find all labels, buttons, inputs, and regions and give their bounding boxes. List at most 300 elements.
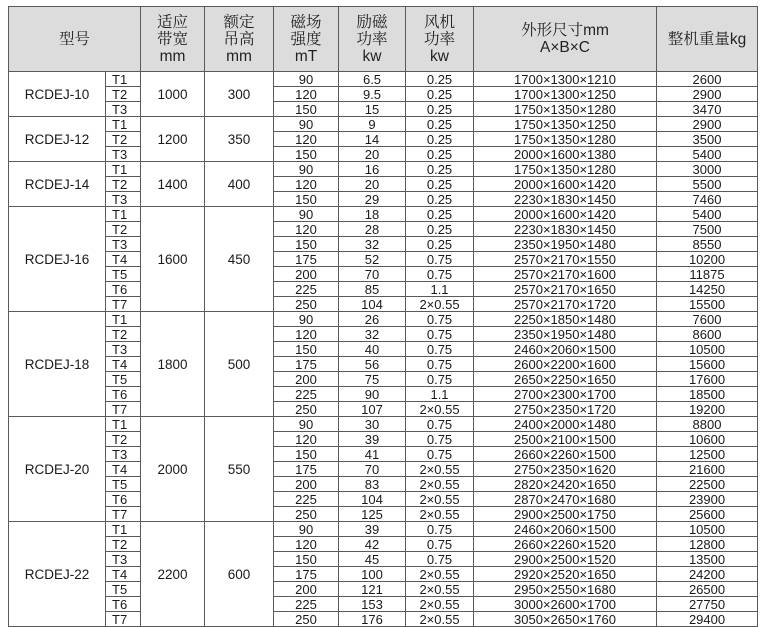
dimensions-cell: 2660×2260×1500 bbox=[474, 447, 657, 462]
model-cell: RCDEJ-20 bbox=[9, 417, 106, 522]
lift-height-cell: 350 bbox=[205, 117, 274, 162]
table-row bbox=[9, 117, 758, 132]
tier-cell: T3 bbox=[106, 102, 141, 117]
table-row bbox=[9, 462, 758, 477]
weight-cell: 14250 bbox=[657, 282, 758, 297]
weight-cell: 7600 bbox=[657, 312, 758, 327]
excitation-power-cell: 85 bbox=[339, 282, 406, 297]
tier-cell: T3 bbox=[106, 147, 141, 162]
fan-power-cell: 0.25 bbox=[406, 87, 474, 102]
header-lift-height-line2: 吊高 bbox=[223, 30, 255, 48]
lift-height-cell: 500 bbox=[205, 312, 274, 417]
field-strength-cell: 120 bbox=[274, 432, 339, 447]
tier-cell: T1 bbox=[106, 417, 141, 432]
belt-width-cell: 1400 bbox=[141, 162, 205, 207]
weight-cell: 15500 bbox=[657, 297, 758, 312]
dimensions-cell: 2350×1950×1480 bbox=[474, 327, 657, 342]
dimensions-cell: 1750×1350×1280 bbox=[474, 162, 657, 177]
field-strength-cell: 225 bbox=[274, 387, 339, 402]
header-belt-width-line2: 带宽 bbox=[157, 30, 189, 48]
fan-power-cell: 2×0.55 bbox=[406, 597, 474, 612]
dimensions-cell: 2650×2250×1650 bbox=[474, 372, 657, 387]
dimensions-cell: 1750×1350×1250 bbox=[474, 117, 657, 132]
dimensions-cell: 2250×1850×1480 bbox=[474, 312, 657, 327]
header-field-strength-unit: mT bbox=[294, 47, 318, 65]
belt-width-cell: 2000 bbox=[141, 417, 205, 522]
dimensions-cell: 2920×2520×1650 bbox=[474, 567, 657, 582]
table-row bbox=[9, 507, 758, 522]
excitation-power-cell: 52 bbox=[339, 252, 406, 267]
header-belt-width bbox=[141, 7, 205, 72]
model-cell: RCDEJ-12 bbox=[9, 117, 106, 162]
table-row bbox=[9, 522, 758, 537]
excitation-power-cell: 9 bbox=[339, 117, 406, 132]
belt-width-cell: 1800 bbox=[141, 312, 205, 417]
fan-power-cell: 0.75 bbox=[406, 312, 474, 327]
table-row bbox=[9, 387, 758, 402]
fan-power-cell: 2×0.55 bbox=[406, 297, 474, 312]
field-strength-cell: 90 bbox=[274, 522, 339, 537]
header-excitation-power-unit: kw bbox=[362, 47, 382, 65]
header-dimensions-line1: 外形尺寸mm bbox=[521, 22, 609, 39]
table-row bbox=[9, 567, 758, 582]
model-cell: RCDEJ-18 bbox=[9, 312, 106, 417]
field-strength-cell: 200 bbox=[274, 372, 339, 387]
header-dimensions bbox=[474, 7, 657, 72]
dimensions-cell: 1700×1300×1210 bbox=[474, 72, 657, 87]
field-strength-cell: 250 bbox=[274, 402, 339, 417]
fan-power-cell: 0.75 bbox=[406, 327, 474, 342]
excitation-power-cell: 32 bbox=[339, 237, 406, 252]
model-cell: RCDEJ-10 bbox=[9, 72, 106, 117]
fan-power-cell: 2×0.55 bbox=[406, 612, 474, 627]
excitation-power-cell: 70 bbox=[339, 267, 406, 282]
field-strength-cell: 90 bbox=[274, 417, 339, 432]
weight-cell: 11875 bbox=[657, 267, 758, 282]
table-row bbox=[9, 357, 758, 372]
excitation-power-cell: 125 bbox=[339, 507, 406, 522]
fan-power-cell: 0.25 bbox=[406, 177, 474, 192]
table-row bbox=[9, 237, 758, 252]
fan-power-cell: 0.75 bbox=[406, 372, 474, 387]
fan-power-cell: 2×0.55 bbox=[406, 507, 474, 522]
belt-width-cell: 1200 bbox=[141, 117, 205, 162]
fan-power-cell: 2×0.55 bbox=[406, 462, 474, 477]
dimensions-cell: 2700×2300×1700 bbox=[474, 387, 657, 402]
tier-cell: T5 bbox=[106, 582, 141, 597]
field-strength-cell: 175 bbox=[274, 567, 339, 582]
tier-cell: T3 bbox=[106, 447, 141, 462]
field-strength-cell: 200 bbox=[274, 267, 339, 282]
header-excitation-power-line2: 功率 bbox=[356, 30, 388, 48]
lift-height-cell: 300 bbox=[205, 72, 274, 117]
tier-cell: T7 bbox=[106, 297, 141, 312]
table-row bbox=[9, 297, 758, 312]
tier-cell: T2 bbox=[106, 537, 141, 552]
tier-cell: T5 bbox=[106, 267, 141, 282]
dimensions-cell: 1700×1300×1250 bbox=[474, 87, 657, 102]
table-row bbox=[9, 342, 758, 357]
weight-cell: 18500 bbox=[657, 387, 758, 402]
table-row bbox=[9, 402, 758, 417]
weight-cell: 27750 bbox=[657, 597, 758, 612]
header-fan-power-unit: kw bbox=[430, 47, 449, 65]
field-strength-cell: 225 bbox=[274, 492, 339, 507]
field-strength-cell: 90 bbox=[274, 312, 339, 327]
dimensions-cell: 2230×1830×1450 bbox=[474, 192, 657, 207]
fan-power-cell: 0.25 bbox=[406, 222, 474, 237]
field-strength-cell: 250 bbox=[274, 612, 339, 627]
weight-cell: 10600 bbox=[657, 432, 758, 447]
excitation-power-cell: 176 bbox=[339, 612, 406, 627]
excitation-power-cell: 70 bbox=[339, 462, 406, 477]
header-weight bbox=[657, 7, 758, 72]
tier-cell: T3 bbox=[106, 237, 141, 252]
dimensions-cell: 2900×2500×1750 bbox=[474, 507, 657, 522]
tier-cell: T7 bbox=[106, 402, 141, 417]
excitation-power-cell: 75 bbox=[339, 372, 406, 387]
dimensions-cell: 2570×2170×1600 bbox=[474, 267, 657, 282]
excitation-power-cell: 41 bbox=[339, 447, 406, 462]
dimensions-cell: 2000×1600×1420 bbox=[474, 177, 657, 192]
tier-cell: T2 bbox=[106, 87, 141, 102]
weight-cell: 26500 bbox=[657, 582, 758, 597]
dimensions-cell: 2230×1830×1450 bbox=[474, 222, 657, 237]
header-field-strength bbox=[274, 7, 339, 72]
fan-power-cell: 0.75 bbox=[406, 447, 474, 462]
tier-cell: T6 bbox=[106, 282, 141, 297]
fan-power-cell: 0.25 bbox=[406, 102, 474, 117]
dimensions-cell: 3050×2650×1760 bbox=[474, 612, 657, 627]
excitation-power-cell: 104 bbox=[339, 297, 406, 312]
weight-cell: 10500 bbox=[657, 342, 758, 357]
header-fan-power-line2: 功率 bbox=[424, 30, 456, 48]
excitation-power-cell: 39 bbox=[339, 432, 406, 447]
excitation-power-cell: 14 bbox=[339, 132, 406, 147]
table-row bbox=[9, 492, 758, 507]
weight-cell: 3500 bbox=[657, 132, 758, 147]
tier-cell: T1 bbox=[106, 207, 141, 222]
field-strength-cell: 90 bbox=[274, 162, 339, 177]
field-strength-cell: 150 bbox=[274, 147, 339, 162]
table-row bbox=[9, 147, 758, 162]
fan-power-cell: 0.75 bbox=[406, 432, 474, 447]
excitation-power-cell: 121 bbox=[339, 582, 406, 597]
fan-power-cell: 1.1 bbox=[406, 282, 474, 297]
header-lift-height bbox=[205, 7, 274, 72]
tier-cell: T1 bbox=[106, 312, 141, 327]
field-strength-cell: 150 bbox=[274, 447, 339, 462]
header-belt-width-unit: mm bbox=[159, 47, 186, 65]
weight-cell: 25600 bbox=[657, 507, 758, 522]
lift-height-cell: 450 bbox=[205, 207, 274, 312]
tier-cell: T7 bbox=[106, 507, 141, 522]
table-row bbox=[9, 417, 758, 432]
fan-power-cell: 2×0.55 bbox=[406, 402, 474, 417]
weight-cell: 17600 bbox=[657, 372, 758, 387]
fan-power-cell: 2×0.55 bbox=[406, 477, 474, 492]
field-strength-cell: 250 bbox=[274, 297, 339, 312]
header-weight-label: 整机重量kg bbox=[667, 30, 747, 48]
tier-cell: T3 bbox=[106, 552, 141, 567]
dimensions-cell: 2870×2470×1680 bbox=[474, 492, 657, 507]
weight-cell: 5400 bbox=[657, 207, 758, 222]
table-row bbox=[9, 162, 758, 177]
field-strength-cell: 175 bbox=[274, 462, 339, 477]
excitation-power-cell: 28 bbox=[339, 222, 406, 237]
tier-cell: T1 bbox=[106, 72, 141, 87]
model-cell: RCDEJ-22 bbox=[9, 522, 106, 627]
header-model bbox=[9, 7, 141, 72]
weight-cell: 7460 bbox=[657, 192, 758, 207]
spec-table bbox=[8, 6, 758, 627]
table-row bbox=[9, 312, 758, 327]
weight-cell: 8800 bbox=[657, 417, 758, 432]
lift-height-cell: 600 bbox=[205, 522, 274, 627]
table-row bbox=[9, 537, 758, 552]
dimensions-cell: 2570×2170×1720 bbox=[474, 297, 657, 312]
excitation-power-cell: 29 bbox=[339, 192, 406, 207]
tier-cell: T1 bbox=[106, 117, 141, 132]
field-strength-cell: 150 bbox=[274, 192, 339, 207]
field-strength-cell: 200 bbox=[274, 477, 339, 492]
field-strength-cell: 120 bbox=[274, 132, 339, 147]
table-row bbox=[9, 582, 758, 597]
dimensions-cell: 2000×1600×1420 bbox=[474, 207, 657, 222]
weight-cell: 22500 bbox=[657, 477, 758, 492]
fan-power-cell: 0.75 bbox=[406, 537, 474, 552]
table-row bbox=[9, 207, 758, 222]
tier-cell: T2 bbox=[106, 432, 141, 447]
weight-cell: 5400 bbox=[657, 147, 758, 162]
weight-cell: 5500 bbox=[657, 177, 758, 192]
fan-power-cell: 0.75 bbox=[406, 342, 474, 357]
fan-power-cell: 0.75 bbox=[406, 357, 474, 372]
excitation-power-cell: 20 bbox=[339, 147, 406, 162]
tier-cell: T4 bbox=[106, 462, 141, 477]
weight-cell: 8550 bbox=[657, 237, 758, 252]
excitation-power-cell: 18 bbox=[339, 207, 406, 222]
excitation-power-cell: 16 bbox=[339, 162, 406, 177]
fan-power-cell: 0.75 bbox=[406, 252, 474, 267]
dimensions-cell: 3000×2600×1700 bbox=[474, 597, 657, 612]
dimensions-cell: 2750×2350×1620 bbox=[474, 462, 657, 477]
dimensions-cell: 2460×2060×1500 bbox=[474, 522, 657, 537]
excitation-power-cell: 42 bbox=[339, 537, 406, 552]
lift-height-cell: 550 bbox=[205, 417, 274, 522]
fan-power-cell: 0.75 bbox=[406, 552, 474, 567]
excitation-power-cell: 26 bbox=[339, 312, 406, 327]
tier-cell: T2 bbox=[106, 222, 141, 237]
excitation-power-cell: 100 bbox=[339, 567, 406, 582]
excitation-power-cell: 15 bbox=[339, 102, 406, 117]
dimensions-cell: 2460×2060×1500 bbox=[474, 342, 657, 357]
fan-power-cell: 0.25 bbox=[406, 162, 474, 177]
fan-power-cell: 0.75 bbox=[406, 417, 474, 432]
weight-cell: 2900 bbox=[657, 117, 758, 132]
dimensions-cell: 2750×2350×1720 bbox=[474, 402, 657, 417]
field-strength-cell: 90 bbox=[274, 72, 339, 87]
excitation-power-cell: 40 bbox=[339, 342, 406, 357]
tier-cell: T6 bbox=[106, 597, 141, 612]
tier-cell: T2 bbox=[106, 327, 141, 342]
weight-cell: 13500 bbox=[657, 552, 758, 567]
table-row bbox=[9, 372, 758, 387]
field-strength-cell: 120 bbox=[274, 177, 339, 192]
field-strength-cell: 225 bbox=[274, 597, 339, 612]
weight-cell: 2600 bbox=[657, 72, 758, 87]
tier-cell: T5 bbox=[106, 372, 141, 387]
header-fan-power bbox=[406, 7, 474, 72]
dimensions-cell: 2500×2100×1500 bbox=[474, 432, 657, 447]
dimensions-cell: 2400×2000×1480 bbox=[474, 417, 657, 432]
tier-cell: T1 bbox=[106, 162, 141, 177]
weight-cell: 2900 bbox=[657, 87, 758, 102]
field-strength-cell: 175 bbox=[274, 252, 339, 267]
field-strength-cell: 175 bbox=[274, 357, 339, 372]
field-strength-cell: 150 bbox=[274, 102, 339, 117]
excitation-power-cell: 20 bbox=[339, 177, 406, 192]
field-strength-cell: 225 bbox=[274, 282, 339, 297]
model-cell: RCDEJ-16 bbox=[9, 207, 106, 312]
table-row bbox=[9, 612, 758, 627]
weight-cell: 10500 bbox=[657, 522, 758, 537]
tier-cell: T2 bbox=[106, 132, 141, 147]
header-dimensions-line2: A×B×C bbox=[540, 39, 590, 56]
weight-cell: 29400 bbox=[657, 612, 758, 627]
table-row bbox=[9, 72, 758, 87]
dimensions-cell: 2900×2500×1520 bbox=[474, 552, 657, 567]
table-row bbox=[9, 132, 758, 147]
header-lift-height-line1: 额定 bbox=[223, 13, 255, 31]
excitation-power-cell: 45 bbox=[339, 552, 406, 567]
header-field-strength-line2: 强度 bbox=[290, 30, 322, 48]
tier-cell: T4 bbox=[106, 567, 141, 582]
belt-width-cell: 1000 bbox=[141, 72, 205, 117]
weight-cell: 10200 bbox=[657, 252, 758, 267]
field-strength-cell: 90 bbox=[274, 207, 339, 222]
tier-cell: T5 bbox=[106, 477, 141, 492]
dimensions-cell: 2950×2550×1680 bbox=[474, 582, 657, 597]
belt-width-cell: 2200 bbox=[141, 522, 205, 627]
table-row bbox=[9, 252, 758, 267]
header-model-label: 型号 bbox=[59, 30, 91, 48]
fan-power-cell: 0.25 bbox=[406, 237, 474, 252]
excitation-power-cell: 107 bbox=[339, 402, 406, 417]
dimensions-cell: 2820×2420×1650 bbox=[474, 477, 657, 492]
excitation-power-cell: 83 bbox=[339, 477, 406, 492]
excitation-power-cell: 30 bbox=[339, 417, 406, 432]
fan-power-cell: 0.25 bbox=[406, 72, 474, 87]
table-row bbox=[9, 552, 758, 567]
tier-cell: T4 bbox=[106, 252, 141, 267]
tier-cell: T1 bbox=[106, 522, 141, 537]
header-excitation-power-line1: 励磁 bbox=[356, 13, 388, 31]
field-strength-cell: 200 bbox=[274, 582, 339, 597]
excitation-power-cell: 56 bbox=[339, 357, 406, 372]
dimensions-cell: 2600×2200×1600 bbox=[474, 357, 657, 372]
table-row bbox=[9, 432, 758, 447]
dimensions-cell: 2570×2170×1650 bbox=[474, 282, 657, 297]
header-excitation-power bbox=[339, 7, 406, 72]
fan-power-cell: 0.25 bbox=[406, 207, 474, 222]
model-cell: RCDEJ-14 bbox=[9, 162, 106, 207]
table-row bbox=[9, 177, 758, 192]
weight-cell: 12800 bbox=[657, 537, 758, 552]
excitation-power-cell: 32 bbox=[339, 327, 406, 342]
weight-cell: 7500 bbox=[657, 222, 758, 237]
fan-power-cell: 0.25 bbox=[406, 147, 474, 162]
fan-power-cell: 0.25 bbox=[406, 192, 474, 207]
weight-cell: 23900 bbox=[657, 492, 758, 507]
tier-cell: T7 bbox=[106, 612, 141, 627]
tier-cell: T3 bbox=[106, 342, 141, 357]
excitation-power-cell: 39 bbox=[339, 522, 406, 537]
fan-power-cell: 2×0.55 bbox=[406, 582, 474, 597]
dimensions-cell: 2350×1950×1480 bbox=[474, 237, 657, 252]
dimensions-cell: 2660×2260×1520 bbox=[474, 537, 657, 552]
fan-power-cell: 2×0.55 bbox=[406, 492, 474, 507]
table-row bbox=[9, 597, 758, 612]
table-row bbox=[9, 327, 758, 342]
weight-cell: 3470 bbox=[657, 102, 758, 117]
field-strength-cell: 120 bbox=[274, 537, 339, 552]
field-strength-cell: 250 bbox=[274, 507, 339, 522]
fan-power-cell: 2×0.55 bbox=[406, 567, 474, 582]
excitation-power-cell: 9.5 bbox=[339, 87, 406, 102]
dimensions-cell: 2000×1600×1380 bbox=[474, 147, 657, 162]
table-row bbox=[9, 102, 758, 117]
weight-cell: 19200 bbox=[657, 402, 758, 417]
table-row bbox=[9, 267, 758, 282]
dimensions-cell: 1750×1350×1280 bbox=[474, 132, 657, 147]
table-row bbox=[9, 222, 758, 237]
tier-cell: T2 bbox=[106, 177, 141, 192]
weight-cell: 21600 bbox=[657, 462, 758, 477]
field-strength-cell: 120 bbox=[274, 87, 339, 102]
fan-power-cell: 0.75 bbox=[406, 522, 474, 537]
field-strength-cell: 150 bbox=[274, 237, 339, 252]
spec-body bbox=[9, 72, 758, 627]
weight-cell: 8600 bbox=[657, 327, 758, 342]
excitation-power-cell: 104 bbox=[339, 492, 406, 507]
weight-cell: 15600 bbox=[657, 357, 758, 372]
header-field-strength-line1: 磁场 bbox=[290, 13, 322, 31]
header-lift-height-unit: mm bbox=[226, 47, 252, 65]
tier-cell: T6 bbox=[106, 492, 141, 507]
table-row bbox=[9, 282, 758, 297]
lift-height-cell: 400 bbox=[205, 162, 274, 207]
belt-width-cell: 1600 bbox=[141, 207, 205, 312]
weight-cell: 12500 bbox=[657, 447, 758, 462]
tier-cell: T3 bbox=[106, 192, 141, 207]
excitation-power-cell: 6.5 bbox=[339, 72, 406, 87]
dimensions-cell: 2570×2170×1550 bbox=[474, 252, 657, 267]
table-row bbox=[9, 477, 758, 492]
fan-power-cell: 0.25 bbox=[406, 117, 474, 132]
fan-power-cell: 0.75 bbox=[406, 267, 474, 282]
field-strength-cell: 120 bbox=[274, 222, 339, 237]
field-strength-cell: 150 bbox=[274, 342, 339, 357]
tier-cell: T4 bbox=[106, 357, 141, 372]
table-row bbox=[9, 192, 758, 207]
excitation-power-cell: 153 bbox=[339, 597, 406, 612]
header-fan-power-line1: 风机 bbox=[424, 13, 456, 31]
table-row bbox=[9, 87, 758, 102]
fan-power-cell: 0.25 bbox=[406, 132, 474, 147]
field-strength-cell: 120 bbox=[274, 327, 339, 342]
field-strength-cell: 150 bbox=[274, 552, 339, 567]
